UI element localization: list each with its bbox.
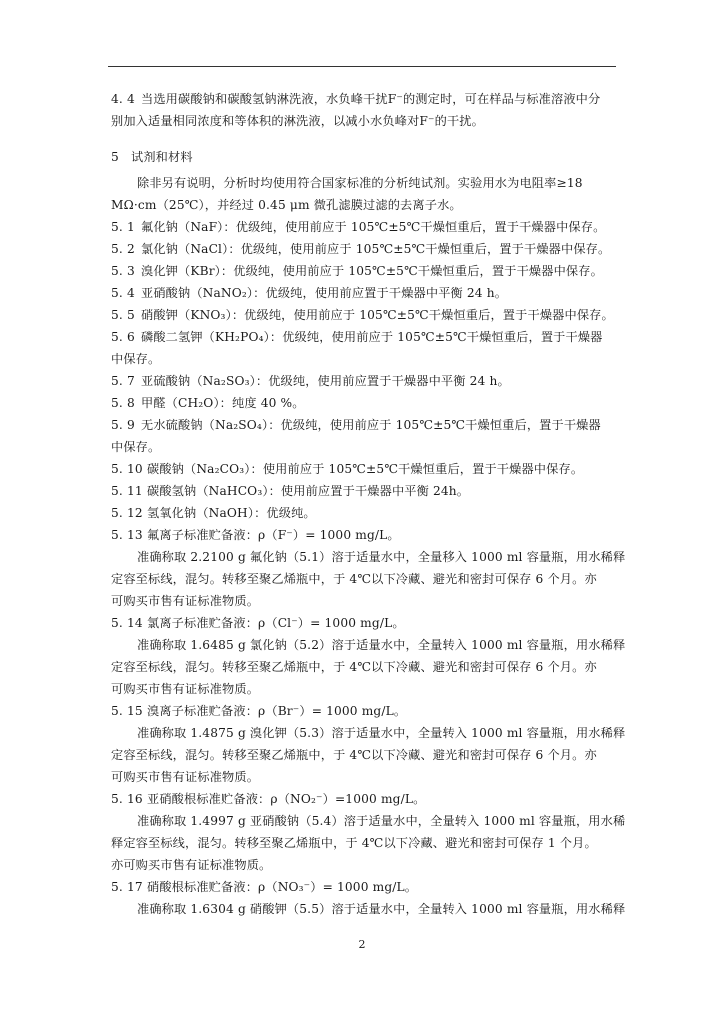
reagent-item bbox=[111, 392, 613, 414]
reagent-item bbox=[111, 304, 613, 326]
clause-text: 当选用碳酸钠和碳酸氢钠淋洗液，水负峰干扰F⁻的测定时，可在样品与标准溶液中分 bbox=[141, 92, 601, 106]
reagent-item bbox=[111, 788, 613, 810]
procedure-line: 准确称取 1.6304 g 硝酸钾（5.5）溶于适量水中，全量转入 1000 ml 容量瓶，用水稀释 bbox=[137, 902, 626, 916]
clause-text: 别加入适量相同浓度和等体积的淋洗液，以减小水负峰对F⁻的干扰。 bbox=[111, 114, 484, 128]
item-text: 硝酸钾（KNO₃）：优级纯，使用前应于 105℃±5℃干燥恒重后，置于干燥器中保存。 bbox=[141, 308, 614, 322]
header-rule bbox=[108, 66, 616, 67]
reagent-item bbox=[111, 458, 613, 480]
item-number: 5. 1 bbox=[111, 220, 135, 234]
item-number: 5. 6 bbox=[111, 330, 135, 344]
reagent-item bbox=[111, 524, 613, 546]
item-number: 5. 14 bbox=[111, 616, 143, 630]
item-text: 氯化钠（NaCl）：优级纯，使用前应于 105℃±5℃干燥恒重后，置于干燥器中保存。 bbox=[141, 242, 611, 256]
procedure-line: 定容至标线，混匀。转移至聚乙烯瓶中，于 4℃以下冷藏、避光和密封可保存 6 个月。亦 bbox=[111, 572, 597, 586]
item-number: 5. 10 bbox=[111, 462, 143, 476]
item-text: 甲醛（CH₂O）：纯度 40 %。 bbox=[141, 396, 305, 410]
reagent-item bbox=[111, 216, 613, 238]
section-5-intro-line-1 bbox=[111, 172, 613, 194]
item-text: 无水硫酸钠（Na₂SO₄）：优级纯，使用前应于 105℃±5℃干燥恒重后，置于干燥器 bbox=[141, 418, 601, 432]
reagent-item bbox=[111, 480, 613, 502]
page-number: 2 bbox=[358, 938, 366, 951]
reagent-item bbox=[111, 238, 613, 260]
procedure-line: 可购买市售有证标准物质。 bbox=[111, 594, 260, 608]
reagent-item bbox=[111, 414, 613, 436]
item-number: 5. 9 bbox=[111, 418, 135, 432]
item-text: 亚硝酸根标准贮备液：ρ（NO₂⁻）=1000 mg/L。 bbox=[147, 792, 426, 806]
item-text: 氟化钠（NaF）：优级纯，使用前应于 105℃±5℃干燥恒重后，置于干燥器中保存。 bbox=[141, 220, 606, 234]
section-title: 试剂和材料 bbox=[131, 150, 193, 164]
section-5-intro-line-2 bbox=[111, 194, 613, 216]
procedure-line: 准确称取 1.6485 g 氯化钠（5.2）溶于适量水中，全量转入 1000 ml 容量瓶，用水稀释 bbox=[137, 638, 626, 652]
section-number: 5 bbox=[111, 150, 119, 164]
reagent-item bbox=[111, 282, 613, 304]
item-number: 5. 11 bbox=[111, 484, 143, 498]
item-number: 5. 4 bbox=[111, 286, 135, 300]
procedure-line: 准确称取 2.2100 g 氟化钠（5.1）溶于适量水中，全量移入 1000 ml 容量瓶，用水稀释 bbox=[137, 550, 626, 564]
procedure-line: 准确称取 1.4997 g 亚硝酸钠（5.4）溶于适量水中，全量转入 1000 ml 容量瓶，用水稀 bbox=[137, 814, 626, 828]
reagent-item bbox=[111, 502, 613, 524]
intro-text: MΩ·cm（25℃），并经过 0.45 μm 微孔滤膜过滤的去离子水。 bbox=[111, 198, 462, 212]
reagent-item bbox=[111, 260, 613, 282]
clause-number: 4. 4 bbox=[111, 92, 135, 106]
item-number: 5. 16 bbox=[111, 792, 143, 806]
section-5-heading bbox=[111, 146, 613, 168]
item-text: 溴化钾（KBr）：优级纯，使用前应于 105℃±5℃干燥恒重后，置于干燥器中保存。 bbox=[141, 264, 603, 278]
item-text: 氢氧化钠（NaOH）：优级纯。 bbox=[147, 506, 316, 520]
procedure-line: 释定容至标线，混匀。转移至聚乙烯瓶中，于 4℃以下冷藏、避光和密封可保存 1 个月。 bbox=[111, 836, 597, 850]
item-text: 碳酸钠（Na₂CO₃）：使用前应于 105℃±5℃干燥恒重后，置于干燥器中保存。 bbox=[147, 462, 584, 476]
item-continuation: 中保存。 bbox=[111, 352, 161, 366]
item-continuation: 中保存。 bbox=[111, 440, 161, 454]
item-number: 5. 17 bbox=[111, 880, 143, 894]
item-number: 5. 7 bbox=[111, 374, 135, 388]
item-text: 氟离子标准贮备液：ρ（F⁻）= 1000 mg/L。 bbox=[147, 528, 400, 542]
item-text: 亚硝酸钠（NaNO₂）：优级纯，使用前应置于干燥器中平衡 24 h。 bbox=[141, 286, 508, 300]
procedure-line: 定容至标线，混匀。转移至聚乙烯瓶中，于 4℃以下冷藏、避光和密封可保存 6 个月。亦 bbox=[111, 748, 597, 762]
item-text: 氯离子标准贮备液：ρ（Cl⁻）= 1000 mg/L。 bbox=[147, 616, 405, 630]
procedure-line: 可购买市售有证标准物质。 bbox=[111, 682, 260, 696]
item-number: 5. 2 bbox=[111, 242, 135, 256]
reagent-item bbox=[111, 876, 613, 898]
procedure-line: 可购买市售有证标准物质。 bbox=[111, 770, 260, 784]
reagent-item bbox=[111, 370, 613, 392]
clause-4-4-line-2 bbox=[111, 110, 613, 132]
item-text: 碳酸氢钠（NaHCO₃）：使用前应置于干燥器中平衡 24h。 bbox=[147, 484, 470, 498]
procedure-line: 定容至标线，混匀。转移至聚乙烯瓶中，于 4℃以下冷藏、避光和密封可保存 6 个月。亦 bbox=[111, 660, 597, 674]
document-body bbox=[111, 88, 626, 920]
item-text: 溴离子标准贮备液：ρ（Br⁻）= 1000 mg/L。 bbox=[147, 704, 407, 718]
item-number: 5. 8 bbox=[111, 396, 135, 410]
reagent-list bbox=[111, 216, 626, 920]
item-number: 5. 3 bbox=[111, 264, 135, 278]
procedure-line: 亦可购买市售有证标准物质。 bbox=[111, 858, 272, 872]
item-text: 亚硫酸钠（Na₂SO₃）：优级纯，使用前应置于干燥器中平衡 24 h。 bbox=[141, 374, 510, 388]
item-number: 5. 13 bbox=[111, 528, 143, 542]
item-text: 硝酸根标准贮备液：ρ（NO₃⁻）= 1000 mg/L。 bbox=[147, 880, 418, 894]
item-number: 5. 15 bbox=[111, 704, 143, 718]
item-text: 磷酸二氢钾（KH₂PO₄）：优级纯，使用前应于 105℃±5℃干燥恒重后，置于干燥器 bbox=[141, 330, 603, 344]
reagent-item bbox=[111, 612, 613, 634]
reagent-item bbox=[111, 700, 613, 722]
item-number: 5. 12 bbox=[111, 506, 143, 520]
intro-text: 除非另有说明，分析时均使用符合国家标准的分析纯试剂。实验用水为电阻率≥18 bbox=[137, 176, 583, 190]
clause-4-4-line-1 bbox=[111, 88, 613, 110]
reagent-item bbox=[111, 326, 613, 348]
item-number: 5. 5 bbox=[111, 308, 135, 322]
procedure-line: 准确称取 1.4875 g 溴化钾（5.3）溶于适量水中，全量转入 1000 ml 容量瓶，用水稀释 bbox=[137, 726, 626, 740]
